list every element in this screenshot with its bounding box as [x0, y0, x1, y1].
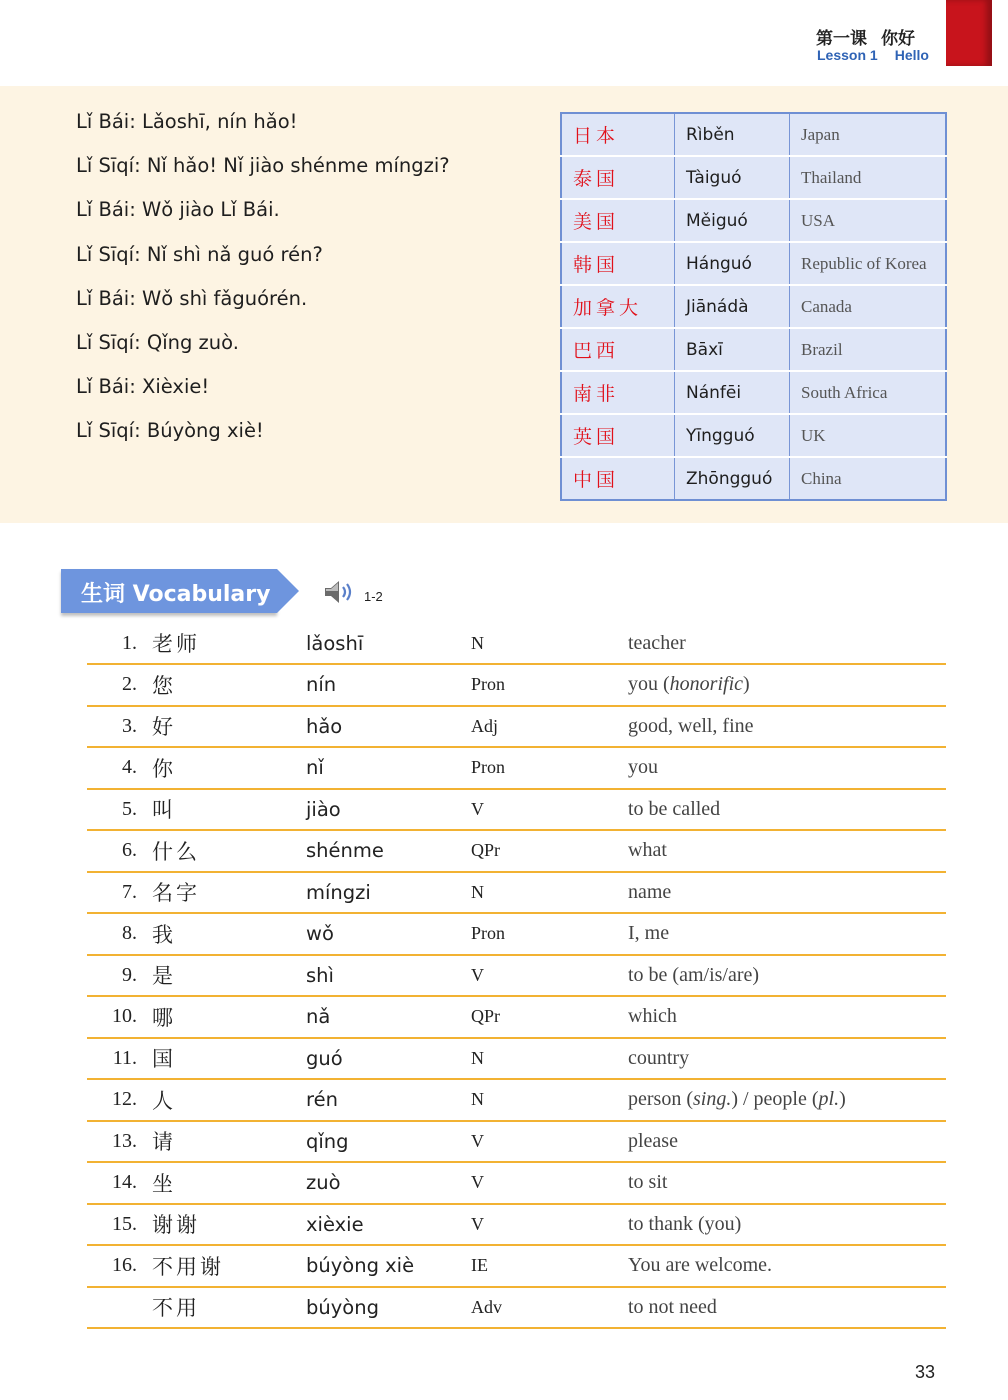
- dialogue-line: Lǐ Sīqí: Qǐng zuò.: [76, 330, 239, 354]
- country-row: [561, 414, 946, 457]
- audio-track-label: 1-2: [364, 589, 383, 604]
- vocab-pinyin: qǐng: [295, 1121, 462, 1163]
- vocab-number: 8.: [87, 913, 151, 955]
- vocab-number: 15.: [87, 1204, 151, 1246]
- vocab-row: [87, 664, 946, 706]
- vocab-part-of-speech: N: [462, 872, 622, 914]
- vocab-row: [87, 1079, 946, 1121]
- country-row: [561, 371, 946, 414]
- vocab-pinyin: búyòng xiè: [295, 1245, 462, 1287]
- country-en: Brazil: [790, 328, 947, 371]
- country-pinyin: Tàiguó: [675, 156, 790, 199]
- dialogue-line: Lǐ Bái: Xièxie!: [76, 375, 210, 399]
- vocab-meaning: to thank (you): [622, 1204, 947, 1246]
- lesson-title-cn: 你好: [881, 29, 915, 49]
- vocab-pinyin: míngzi: [295, 872, 462, 914]
- vocab-part-of-speech: V: [462, 1204, 622, 1246]
- country-en: Japan: [790, 113, 947, 156]
- vocab-number: 14.: [87, 1162, 151, 1204]
- vocab-pinyin: rén: [295, 1079, 462, 1121]
- country-cn: 美国: [561, 199, 675, 242]
- vocab-meaning: person (sing.) / people (pl.): [622, 1079, 947, 1121]
- country-cn: 中国: [561, 457, 675, 500]
- vocab-hanzi: 老师: [151, 623, 295, 664]
- page-number: 33: [915, 1362, 936, 1382]
- country-pinyin: Rìběn: [675, 113, 790, 156]
- country-row: [561, 113, 946, 156]
- vocab-pinyin: nín: [295, 664, 462, 706]
- vocab-pinyin: jiào: [295, 789, 462, 831]
- vocab-part-of-speech: Pron: [462, 664, 622, 706]
- vocab-row: [87, 747, 946, 789]
- vocab-meaning: which: [622, 996, 947, 1038]
- vocab-pinyin: zuò: [295, 1162, 462, 1204]
- country-pinyin: Bāxī: [675, 328, 790, 371]
- vocab-hanzi: 好: [151, 706, 295, 748]
- vocab-hanzi: 人: [151, 1079, 295, 1121]
- country-cn: 日本: [561, 113, 675, 156]
- vocab-meaning: good, well, fine: [622, 706, 947, 748]
- vocab-number: 16.: [87, 1245, 151, 1287]
- vocab-part-of-speech: N: [462, 1079, 622, 1121]
- vocab-pinyin: guó: [295, 1038, 462, 1080]
- country-en: Thailand: [790, 156, 947, 199]
- vocab-number: 10.: [87, 996, 151, 1038]
- vocab-meaning: to not need: [622, 1287, 947, 1329]
- vocab-part-of-speech: V: [462, 955, 622, 997]
- vocab-hanzi: 请: [151, 1121, 295, 1163]
- vocab-row: [87, 1121, 946, 1163]
- vocab-meaning: to sit: [622, 1162, 947, 1204]
- vocab-number: 12.: [87, 1079, 151, 1121]
- vocab-row: [87, 996, 946, 1038]
- dialogue-line: Lǐ Sīqí: Búyòng xiè!: [76, 419, 264, 443]
- vocab-hanzi: 谢谢: [151, 1204, 295, 1246]
- country-row: [561, 457, 946, 500]
- dialogue-line: Lǐ Bái: Lǎoshī, nín hǎo!: [76, 110, 298, 133]
- vocab-pinyin: nǐ: [295, 747, 462, 789]
- chapter-tab: [946, 0, 992, 66]
- vocab-number: [87, 1287, 151, 1329]
- vocab-meaning: country: [622, 1038, 947, 1080]
- country-en: USA: [790, 199, 947, 242]
- dialogue-line: Lǐ Sīqí: Nǐ shì nǎ guó rén?: [76, 242, 323, 266]
- vocab-hanzi: 您: [151, 664, 295, 706]
- vocab-hanzi: 是: [151, 955, 295, 997]
- lesson-number-en: Lesson 1: [817, 47, 878, 63]
- country-cn: 英国: [561, 414, 675, 457]
- vocab-part-of-speech: Pron: [462, 913, 622, 955]
- vocab-pinyin: nǎ: [295, 996, 462, 1038]
- vocab-part-of-speech: Adv: [462, 1287, 622, 1329]
- country-row: [561, 328, 946, 371]
- country-table: [560, 112, 947, 501]
- vocab-number: 7.: [87, 872, 151, 914]
- dialogue-line: Lǐ Sīqí: Nǐ hǎo! Nǐ jiào shénme míngzi?: [76, 154, 450, 178]
- lesson-heading-cn: [816, 24, 915, 49]
- vocab-pinyin: hǎo: [295, 706, 462, 748]
- vocab-meaning: You are welcome.: [622, 1245, 947, 1287]
- lesson-title-en: Hello: [894, 47, 929, 63]
- speaker-icon[interactable]: [322, 578, 356, 606]
- vocab-row: [87, 706, 946, 748]
- vocab-part-of-speech: V: [462, 789, 622, 831]
- dialogue-line: Lǐ Bái: Wǒ jiào Lǐ Bái.: [76, 198, 280, 222]
- vocab-pinyin: búyòng: [295, 1287, 462, 1329]
- vocab-meaning: to be called: [622, 789, 947, 831]
- vocab-row: [87, 1287, 946, 1329]
- vocab-hanzi: 叫: [151, 789, 295, 831]
- vocab-pinyin: xièxie: [295, 1204, 462, 1246]
- vocab-meaning: you: [622, 747, 947, 789]
- vocab-number: 5.: [87, 789, 151, 831]
- vocab-number: 13.: [87, 1121, 151, 1163]
- country-pinyin: Yīngguó: [675, 414, 790, 457]
- vocab-hanzi: 国: [151, 1038, 295, 1080]
- lesson-heading-en: [817, 47, 929, 63]
- vocabulary-banner: [61, 569, 299, 613]
- vocab-hanzi: 我: [151, 913, 295, 955]
- vocab-number: 1.: [87, 623, 151, 664]
- vocab-row: [87, 623, 946, 664]
- vocab-part-of-speech: N: [462, 623, 622, 664]
- vocab-hanzi: 什么: [151, 830, 295, 872]
- vocab-meaning: what: [622, 830, 947, 872]
- vocab-hanzi: 不用谢: [151, 1245, 295, 1287]
- vocab-pinyin: lǎoshī: [295, 623, 462, 664]
- vocab-hanzi: 你: [151, 747, 295, 789]
- vocab-part-of-speech: V: [462, 1121, 622, 1163]
- vocab-row: [87, 872, 946, 914]
- country-cn: 加拿大: [561, 285, 675, 328]
- country-cn: 巴西: [561, 328, 675, 371]
- country-en: South Africa: [790, 371, 947, 414]
- vocab-row: [87, 789, 946, 831]
- vocab-meaning: to be (am/is/are): [622, 955, 947, 997]
- banner-arrow: [277, 569, 299, 613]
- vocab-hanzi: 哪: [151, 996, 295, 1038]
- country-pinyin: Zhōngguó: [675, 457, 790, 500]
- vocab-part-of-speech: N: [462, 1038, 622, 1080]
- vocab-row: [87, 830, 946, 872]
- vocab-row: [87, 955, 946, 997]
- vocab-row: [87, 1204, 946, 1246]
- vocab-row: [87, 1245, 946, 1287]
- vocab-number: 4.: [87, 747, 151, 789]
- country-en: Republic of Korea: [790, 242, 947, 285]
- country-pinyin: Nánfēi: [675, 371, 790, 414]
- vocab-meaning: teacher: [622, 623, 947, 664]
- vocab-part-of-speech: QPr: [462, 830, 622, 872]
- country-en: Canada: [790, 285, 947, 328]
- country-cn: 韩国: [561, 242, 675, 285]
- country-pinyin: Měiguó: [675, 199, 790, 242]
- dialogue-line: Lǐ Bái: Wǒ shì fǎguórén.: [76, 286, 308, 310]
- lesson-number-cn: 第一课: [816, 29, 867, 49]
- country-row: [561, 242, 946, 285]
- country-en: UK: [790, 414, 947, 457]
- vocab-number: 9.: [87, 955, 151, 997]
- country-pinyin: Jiānádà: [675, 285, 790, 328]
- country-cn: 泰国: [561, 156, 675, 199]
- vocab-row: [87, 1038, 946, 1080]
- vocab-part-of-speech: Pron: [462, 747, 622, 789]
- vocab-number: 2.: [87, 664, 151, 706]
- vocab-pinyin: shénme: [295, 830, 462, 872]
- country-en: China: [790, 457, 947, 500]
- vocab-hanzi: 不用: [151, 1287, 295, 1329]
- vocab-part-of-speech: QPr: [462, 996, 622, 1038]
- vocab-number: 11.: [87, 1038, 151, 1080]
- vocab-row: [87, 913, 946, 955]
- vocab-number: 3.: [87, 706, 151, 748]
- country-row: [561, 199, 946, 242]
- vocab-pinyin: shì: [295, 955, 462, 997]
- vocab-number: 6.: [87, 830, 151, 872]
- vocabulary-title: 生词 Vocabulary: [81, 582, 271, 607]
- vocab-hanzi: 坐: [151, 1162, 295, 1204]
- vocab-part-of-speech: V: [462, 1162, 622, 1204]
- vocabulary-table: [87, 623, 946, 1329]
- country-row: [561, 285, 946, 328]
- country-row: [561, 156, 946, 199]
- vocab-hanzi: 名字: [151, 872, 295, 914]
- vocab-row: [87, 1162, 946, 1204]
- country-pinyin: Hánguó: [675, 242, 790, 285]
- vocab-meaning: name: [622, 872, 947, 914]
- dialogue-list: [76, 110, 450, 464]
- vocab-meaning: I, me: [622, 913, 947, 955]
- vocab-part-of-speech: IE: [462, 1245, 622, 1287]
- vocab-pinyin: wǒ: [295, 913, 462, 955]
- vocab-meaning: you (honorific): [622, 664, 947, 706]
- vocab-part-of-speech: Adj: [462, 706, 622, 748]
- country-cn: 南非: [561, 371, 675, 414]
- vocab-meaning: please: [622, 1121, 947, 1163]
